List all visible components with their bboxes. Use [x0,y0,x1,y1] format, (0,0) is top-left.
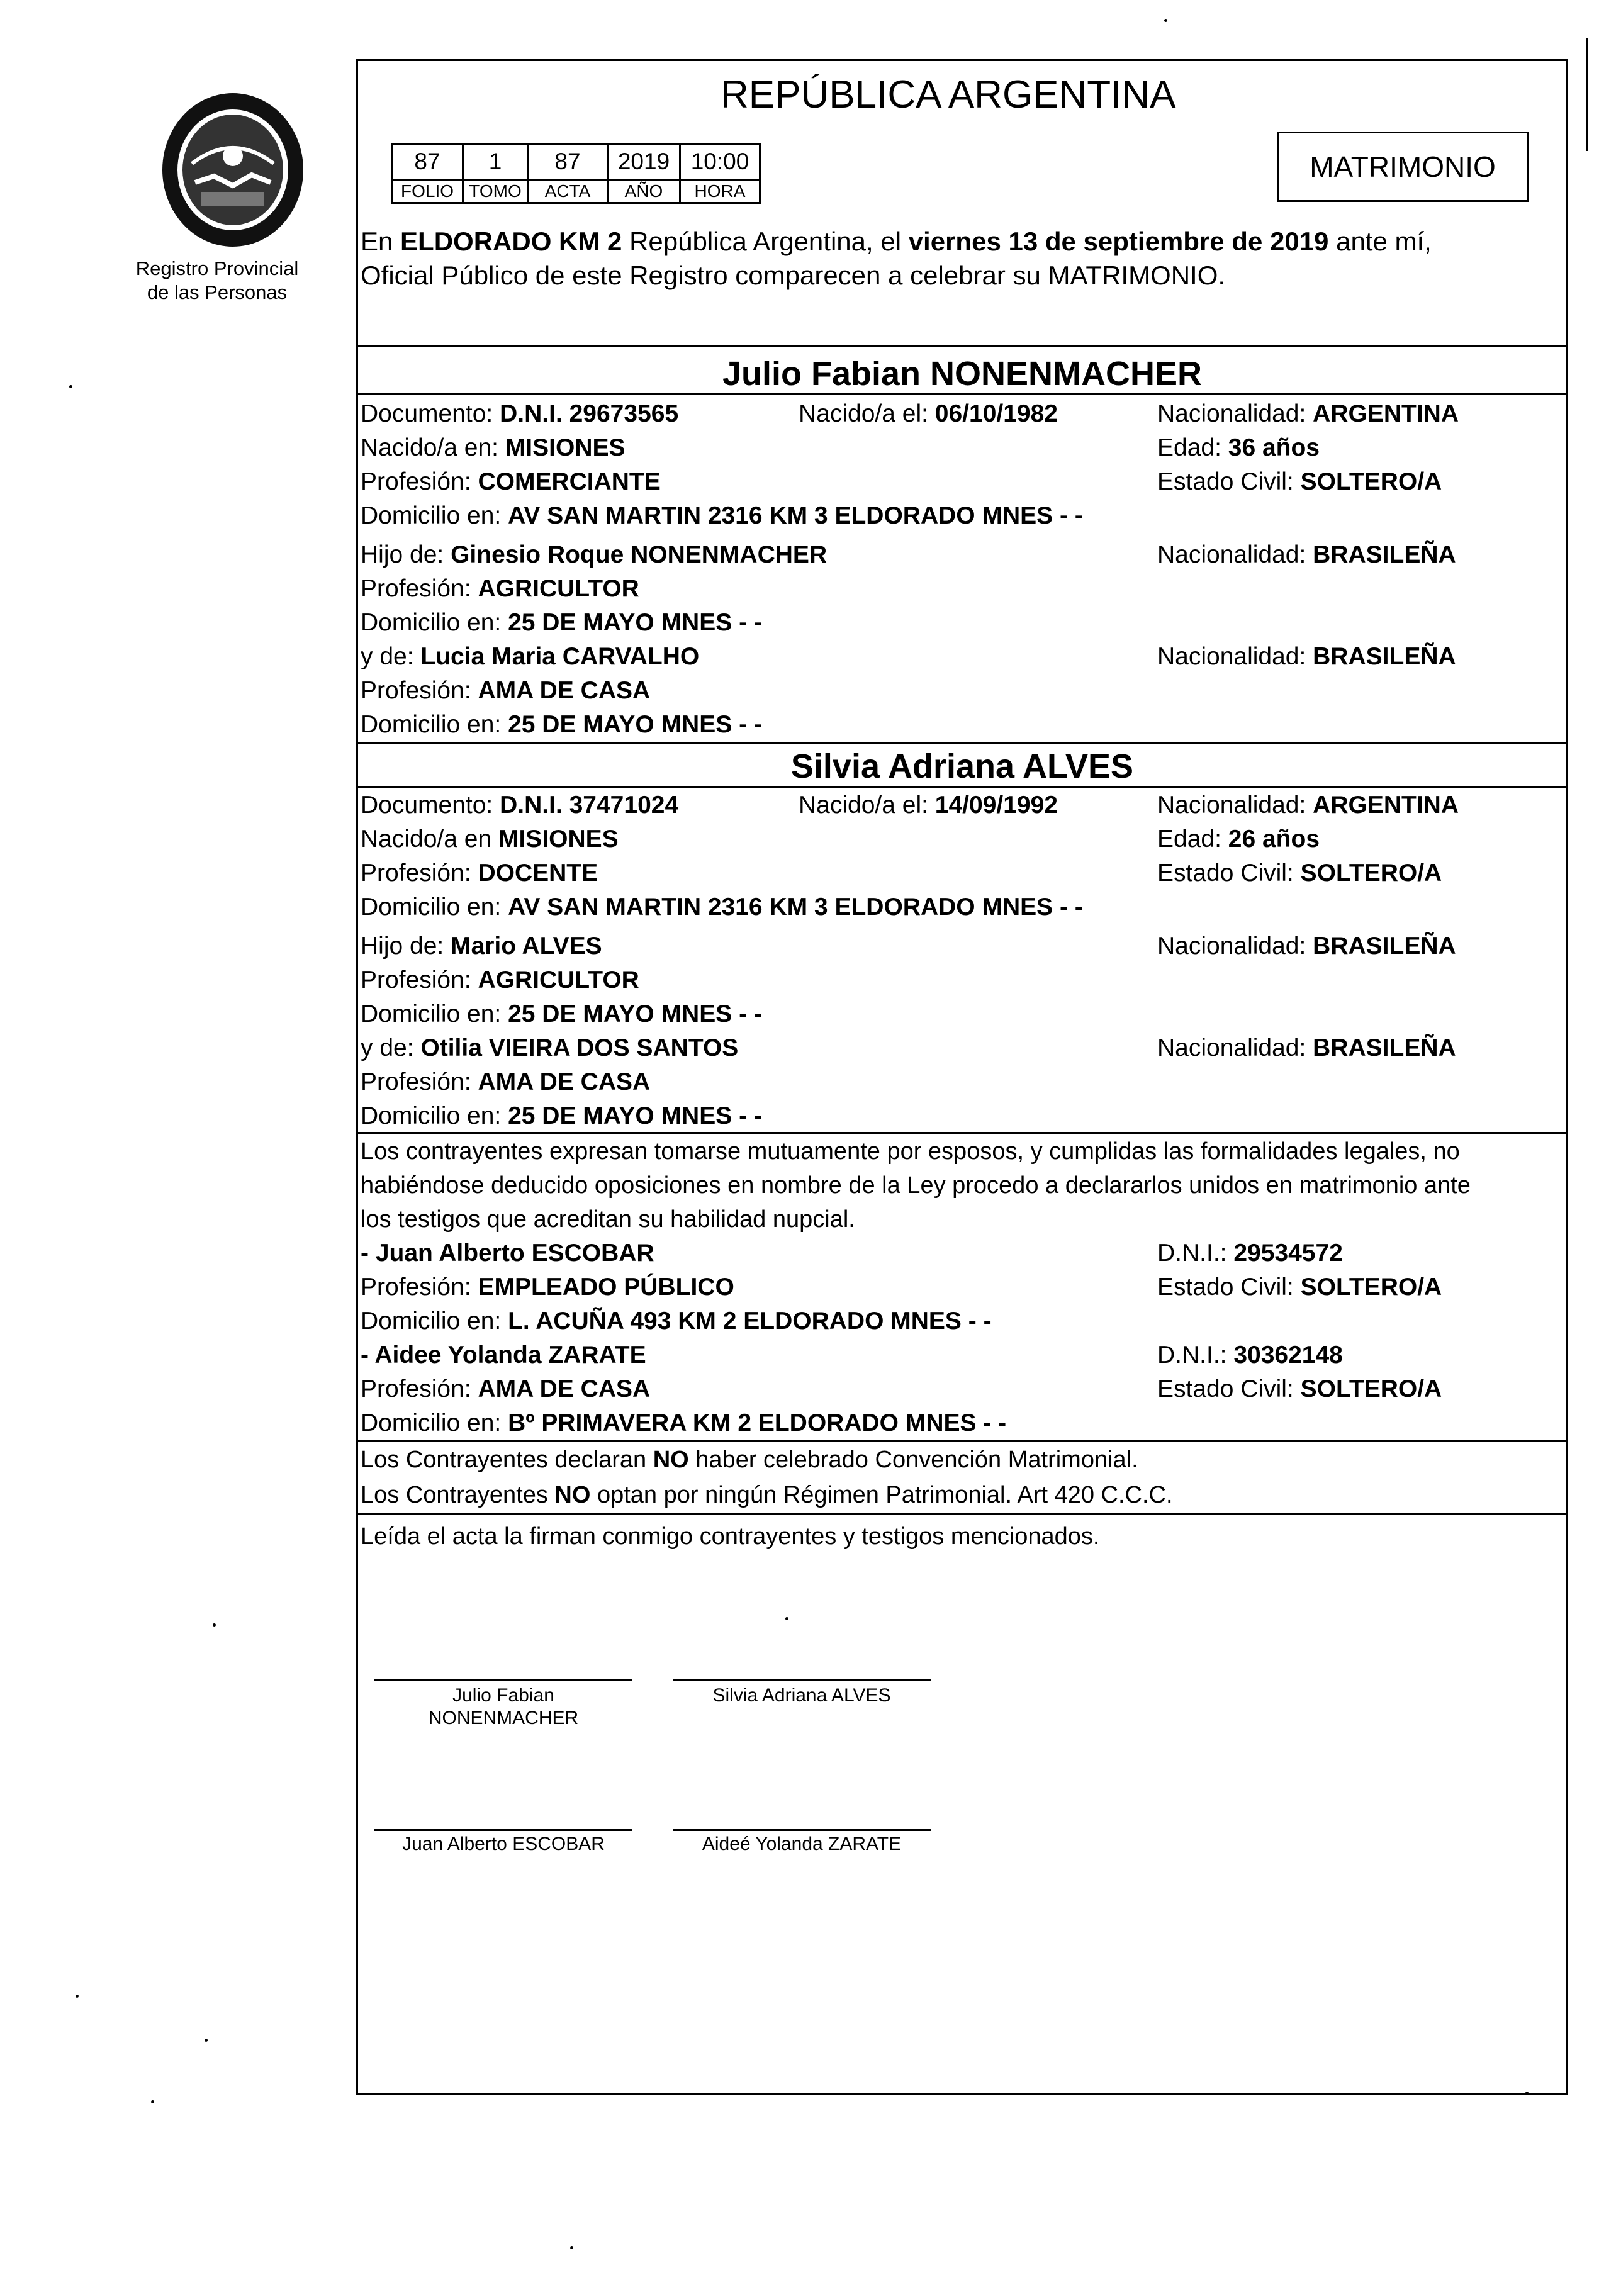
signature-line [374,1679,632,1681]
regime-line-2: Los Contrayentes NO optan por ningún Régimen Patrimonial. Art 420 C.C.C. [361,1482,1173,1508]
scan-speck [1164,19,1167,22]
signature-line [374,1829,632,1831]
spouse1-birthplace: Nacido/a en: MISIONES [361,434,626,461]
closing-statement: Leída el acta la firman conmigo contrayentes y testigos mencionados. [361,1523,1100,1550]
provincial-seal [157,88,308,252]
spouse1-name: Julio Fabian NONENMACHER [722,355,1203,393]
spouse1-nationality: Nacionalidad: ARGENTINA [1157,400,1459,427]
regime-line-1: Los Contrayentes declaran NO haber celebrado Convención Matrimonial. [361,1447,1138,1473]
scan-speck [570,2246,573,2249]
signature-line [673,1829,931,1831]
spouse1-civil-status: Estado Civil: SOLTERO/A [1157,468,1442,495]
declaration-line-2: habiéndose deducido oposiciones en nombre de la Ley procedo a declararlos unidos en matrimonio ante [361,1172,1471,1199]
witness1-address: Domicilio en: L. ACUÑA 493 KM 2 ELDORADO MNES - - [361,1308,992,1335]
spouse2-document: Documento: D.N.I. 37471024 [361,792,679,819]
witness2-profession: Profesión: AMA DE CASA [361,1375,651,1403]
divider [358,393,1566,395]
spouse2-profession: Profesión: DOCENTE [361,860,598,887]
folio-label: FOLIO [392,180,463,203]
divider [358,1132,1566,1134]
witness1-profession: Profesión: EMPLEADO PÚBLICO [361,1274,734,1301]
witness1-civil-status: Estado Civil: SOLTERO/A [1157,1274,1442,1301]
signature-witness2: Aideé Yolanda ZARATE [702,1834,902,1854]
spouse2-age: Edad: 26 años [1157,826,1320,853]
divider [358,345,1566,347]
spouse1-document: Documento: D.N.I. 29673565 [361,400,679,427]
spouse1-mother-address: Domicilio en: 25 DE MAYO MNES - - [361,711,762,738]
registry-caption: Registro Provincial de las Personas [135,257,299,303]
signature-spouse1: Julio Fabian NONENMACHER [428,1685,579,1728]
tomo-label: TOMO [463,180,528,203]
divider [358,786,1566,788]
witness1-name: - Juan Alberto ESCOBAR [361,1240,654,1267]
act-type-box: MATRIMONIO [1277,132,1529,202]
signature-witness1: Juan Alberto ESCOBAR [402,1834,605,1854]
scan-speck [1525,2092,1529,2095]
spouse2-address: Domicilio en: AV SAN MARTIN 2316 KM 3 ELDORADO MNES - - [361,893,1083,921]
anio-label: AÑO [608,180,680,203]
witness2-address: Domicilio en: Bº PRIMAVERA KM 2 ELDORADO MNES - - [361,1409,1007,1436]
spouse2-father-nationality: Nacionalidad: BRASILEÑA [1157,932,1456,960]
spouse2-father-profession: Profesión: AGRICULTOR [361,966,639,994]
spouse1-father-nationality: Nacionalidad: BRASILEÑA [1157,541,1456,568]
spouse2-nationality: Nacionalidad: ARGENTINA [1157,792,1459,819]
marriage-certificate-form [356,59,1568,2095]
hora-value: 10:00 [680,144,760,180]
witness2-civil-status: Estado Civil: SOLTERO/A [1157,1375,1442,1403]
spouse1-mother: y de: Lucia Maria CARVALHO [361,643,700,670]
spouse1-father-address: Domicilio en: 25 DE MAYO MNES - - [361,609,762,636]
intro-line-2: Oficial Público de este Registro comparecen a celebrar su MATRIMONIO. [361,260,1226,290]
spouse2-civil-status: Estado Civil: SOLTERO/A [1157,860,1442,887]
spouse2-mother: y de: Otilia VIEIRA DOS SANTOS [361,1034,739,1061]
spouse1-father-profession: Profesión: AGRICULTOR [361,575,639,602]
declaration-line-1: Los contrayentes expresan tomarse mutuamente por esposos, y cumplidas las formalidades legales, no [361,1138,1460,1165]
divider [358,1440,1566,1442]
spouse2-father: Hijo de: Mario ALVES [361,932,602,960]
witness2-dni: D.N.I.: 30362148 [1157,1341,1343,1369]
divider [358,742,1566,744]
spouse1-father: Hijo de: Ginesio Roque NONENMACHER [361,541,828,568]
witness1-dni: D.N.I.: 29534572 [1157,1240,1343,1267]
scan-speck [213,1623,216,1627]
spouse2-name: Silvia Adriana ALVES [790,748,1134,785]
acta-value: 87 [528,144,608,180]
declaration-line-3: los testigos que acreditan su habilidad nupcial. [361,1206,855,1233]
spouse2-birthdate: Nacido/a el: 14/09/1992 [799,792,1058,819]
spouse2-birthplace: Nacido/a en MISIONES [361,826,619,853]
scan-edge-mark [1586,38,1588,151]
spouse1-mother-nationality: Nacionalidad: BRASILEÑA [1157,643,1456,670]
spouse2-mother-nationality: Nacionalidad: BRASILEÑA [1157,1034,1456,1061]
intro-line-1: En ELDORADO KM 2 República Argentina, el viernes 13 de septiembre de 2019 ante mí, [361,227,1432,256]
scan-speck [151,2100,154,2103]
acta-label: ACTA [528,180,608,203]
spouse1-age: Edad: 36 años [1157,434,1320,461]
spouse1-mother-profession: Profesión: AMA DE CASA [361,677,651,704]
country-title: REPÚBLICA ARGENTINA [721,73,1176,116]
scan-speck [205,2039,208,2042]
scan-speck [76,1995,79,1998]
anio-value: 2019 [608,144,680,180]
tomo-value: 1 [463,144,528,180]
hora-label: HORA [680,180,760,203]
signature-spouse2: Silvia Adriana ALVES [712,1685,891,1706]
registry-table [391,143,761,204]
witness2-name: - Aidee Yolanda ZARATE [361,1341,646,1369]
signature-line [673,1679,931,1681]
scan-speck [69,385,72,388]
spouse2-mother-profession: Profesión: AMA DE CASA [361,1068,651,1095]
scan-speck [785,1617,788,1620]
divider [358,1513,1566,1515]
spouse2-mother-address: Domicilio en: 25 DE MAYO MNES - - [361,1102,762,1129]
folio-value: 87 [392,144,463,180]
spouse1-address: Domicilio en: AV SAN MARTIN 2316 KM 3 ELDORADO MNES - - [361,502,1083,529]
spouse2-father-address: Domicilio en: 25 DE MAYO MNES - - [361,1000,762,1028]
spouse1-profession: Profesión: COMERCIANTE [361,468,661,495]
spouse1-birthdate: Nacido/a el: 06/10/1982 [799,400,1058,427]
